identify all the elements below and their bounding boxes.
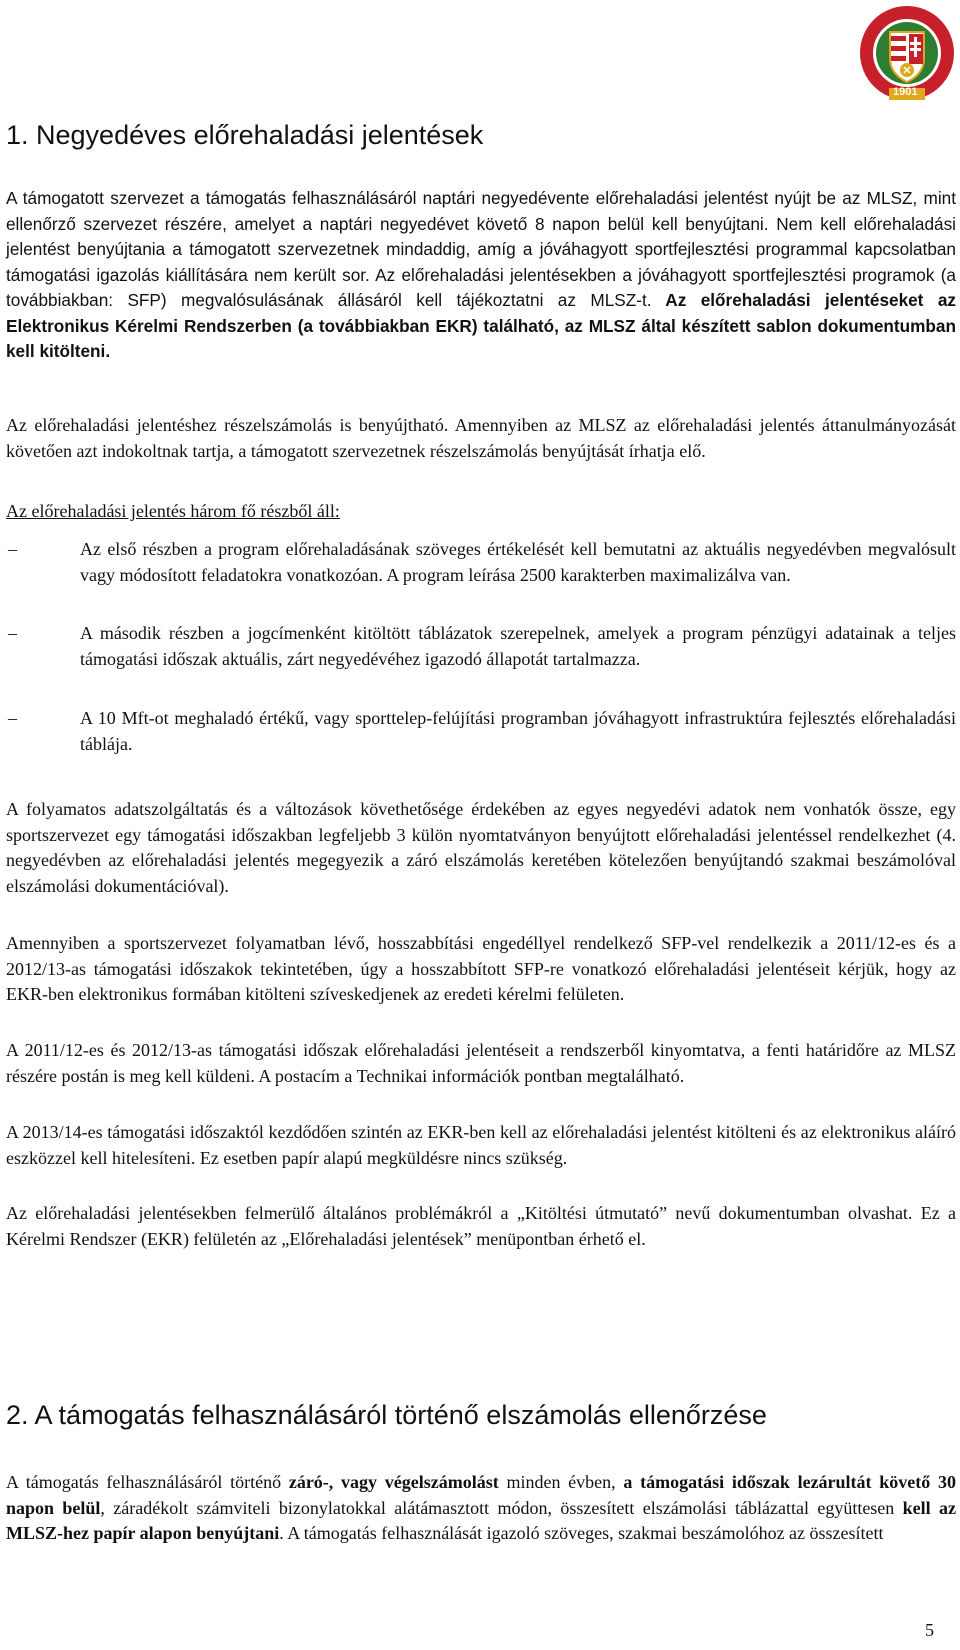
section-1-paragraph-5: A 2011/12-es és 2012/13-as támogatási időszak előrehaladási jelentéseit a rendszerből kinyomtatva, a fenti határidőre az MLSZ részére postán is meg kell küldeni. A postacím a Technikai információk pontban megtalálható.: [6, 1040, 956, 1086]
list-heading: Az előrehaladási jelentés három fő részből áll:: [6, 501, 340, 521]
bullet-marker: –: [8, 539, 17, 559]
list-item: A 10 Mft-ot meghaladó értékű, vagy sporttelep-felújítási programban jóváhagyott infrastruktúra fejlesztés előrehaladási táblája.: [80, 708, 956, 754]
paragraph-bold: a támogatási időszak lezárultát követő 30 napon belül: [6, 1472, 956, 1518]
section-1-paragraph-7: Az előrehaladási jelentésekben felmerülő általános problémákról a „Kitöltési útmutató” nevű dokumentumban olvashat. Ez a Kérelmi Rendszer (EKR) felületén az „Előrehaladási jelentések” menüpontban érhető el.: [6, 1203, 956, 1249]
paragraph-text: minden évben,: [498, 1472, 624, 1492]
paragraph-text: . A támogatás felhasználását igazoló szöveges, szakmai beszámolóhoz az összesített: [279, 1523, 884, 1543]
section-1-paragraph-4: Amennyiben a sportszervezet folyamatban lévő, hosszabbítási engedéllyel rendelkező SFP-vel rendelkezik a 2011/12-es és a 2012/13-as támogatási időszakok tekintetében, úgy a hosszabbított SFP-re vonatkozó előrehaladási jelentéseit kérjük, hogy az EKR-ben elektronikus formában kitölteni szíveskedjenek az eredeti kérelmi felületen.: [6, 933, 956, 1004]
section-1-paragraph-2: Az előrehaladási jelentéshez részelszámolás is benyújtható. Amennyiben az MLSZ az előrehaladási jelentés áttanulmányozását követően azt indokoltnak tartja, a támogatott szervezetnek részelszámolás benyújtását írhatja elő.: [6, 415, 956, 461]
paragraph-text: A támogatás felhasználásáról történő: [6, 1472, 289, 1492]
bullet-marker: –: [8, 623, 17, 643]
section-1-title: 1. Negyedéves előrehaladási jelentések: [6, 120, 484, 150]
paragraph-bold: kell az MLSZ-hez papír alapon benyújtani: [6, 1497, 956, 1543]
crest-year: 1901: [893, 86, 918, 98]
section-1-paragraph-6: A 2013/14-es támogatási időszaktól kezdődően szintén az EKR-ben kell az előrehaladási jelentést kitölteni és az elektronikus aláíró eszközzel kell hitelesíteni. Ez esetben papír alapú megküldésre nincs szükség.: [6, 1122, 956, 1168]
paragraph-bold: záró-, vagy végelszámolást: [288, 1472, 499, 1492]
paragraph-1-bold: Az előrehaladási jelentéseket az Elektronikus Kérelmi Rendszerben (a továbbiakban EKR) található, az MLSZ által készített sablon dokumentumban kell kitölteni.: [6, 290, 956, 361]
paragraph-1-text: A támogatott szervezet a támogatás felhasználásáról naptári negyedévente előrehaladási jelentést nyújt be az MLSZ, mint ellenőrző szervezet részére, amelyet a naptári negyedévet követő 8 napon belül kell benyújtani. Nem kell előrehaladási jelentést benyújtania a támogatott szervezetnek mindaddig, amíg a jóváhagyott sportfejlesztési programmal kapcsolatban támogatási igazolás kiállítására nem került sor. Az előrehaladási jelentésekben a jóváhagyott sportfejlesztési programok (a továbbiakban: SFP) megvalósulásának állásáról kell tájékoztatni az MLSZ-t.: [6, 188, 956, 310]
mlsz-crest-icon: [858, 4, 956, 102]
list-item: A második részben a jogcímenként kitöltött táblázatok szerepelnek, amelyek a program pénzügyi adatainak a teljes támogatási időszak aktuális, zárt negyedévéhez igazodó állapotát tartalmazza.: [80, 623, 956, 669]
page-number: 5: [925, 1620, 934, 1640]
paragraph-text: , záradékolt számviteli bizonylatokkal alátámasztott módon, összesített elszámolási táblázattal együttesen: [100, 1497, 903, 1518]
section-1-paragraph-3: A folyamatos adatszolgáltatás és a változások követhetősége érdekében az egyes negyedévi adatok nem vonhatók össze, egy sportszervezet egy támogatási időszakban legfeljebb 3 külön nyomtatványon benyújtott előrehaladási jelentéssel rendelkezhet (4. negyedévben az előrehaladási jelentés megegyezik a záró elszámolás keretében kötelezően benyújtandó szakmai beszámolóval elszámolási dokumentációval).: [6, 799, 956, 896]
section-1-paragraph-1: [6, 186, 956, 365]
bullet-marker: –: [8, 708, 17, 728]
section-2-paragraph-1: [6, 1470, 956, 1547]
section-2-title: 2. A támogatás felhasználásáról történő elszámolás ellenőrzése: [6, 1400, 767, 1430]
list-item: Az első részben a program előrehaladásának szöveges értékelését kell bemutatni az aktuális negyedévben megvalósult vagy módosított feladatokra vonatkozóan. A program leírása 2500 karakterben maximalizálva van.: [80, 539, 956, 585]
